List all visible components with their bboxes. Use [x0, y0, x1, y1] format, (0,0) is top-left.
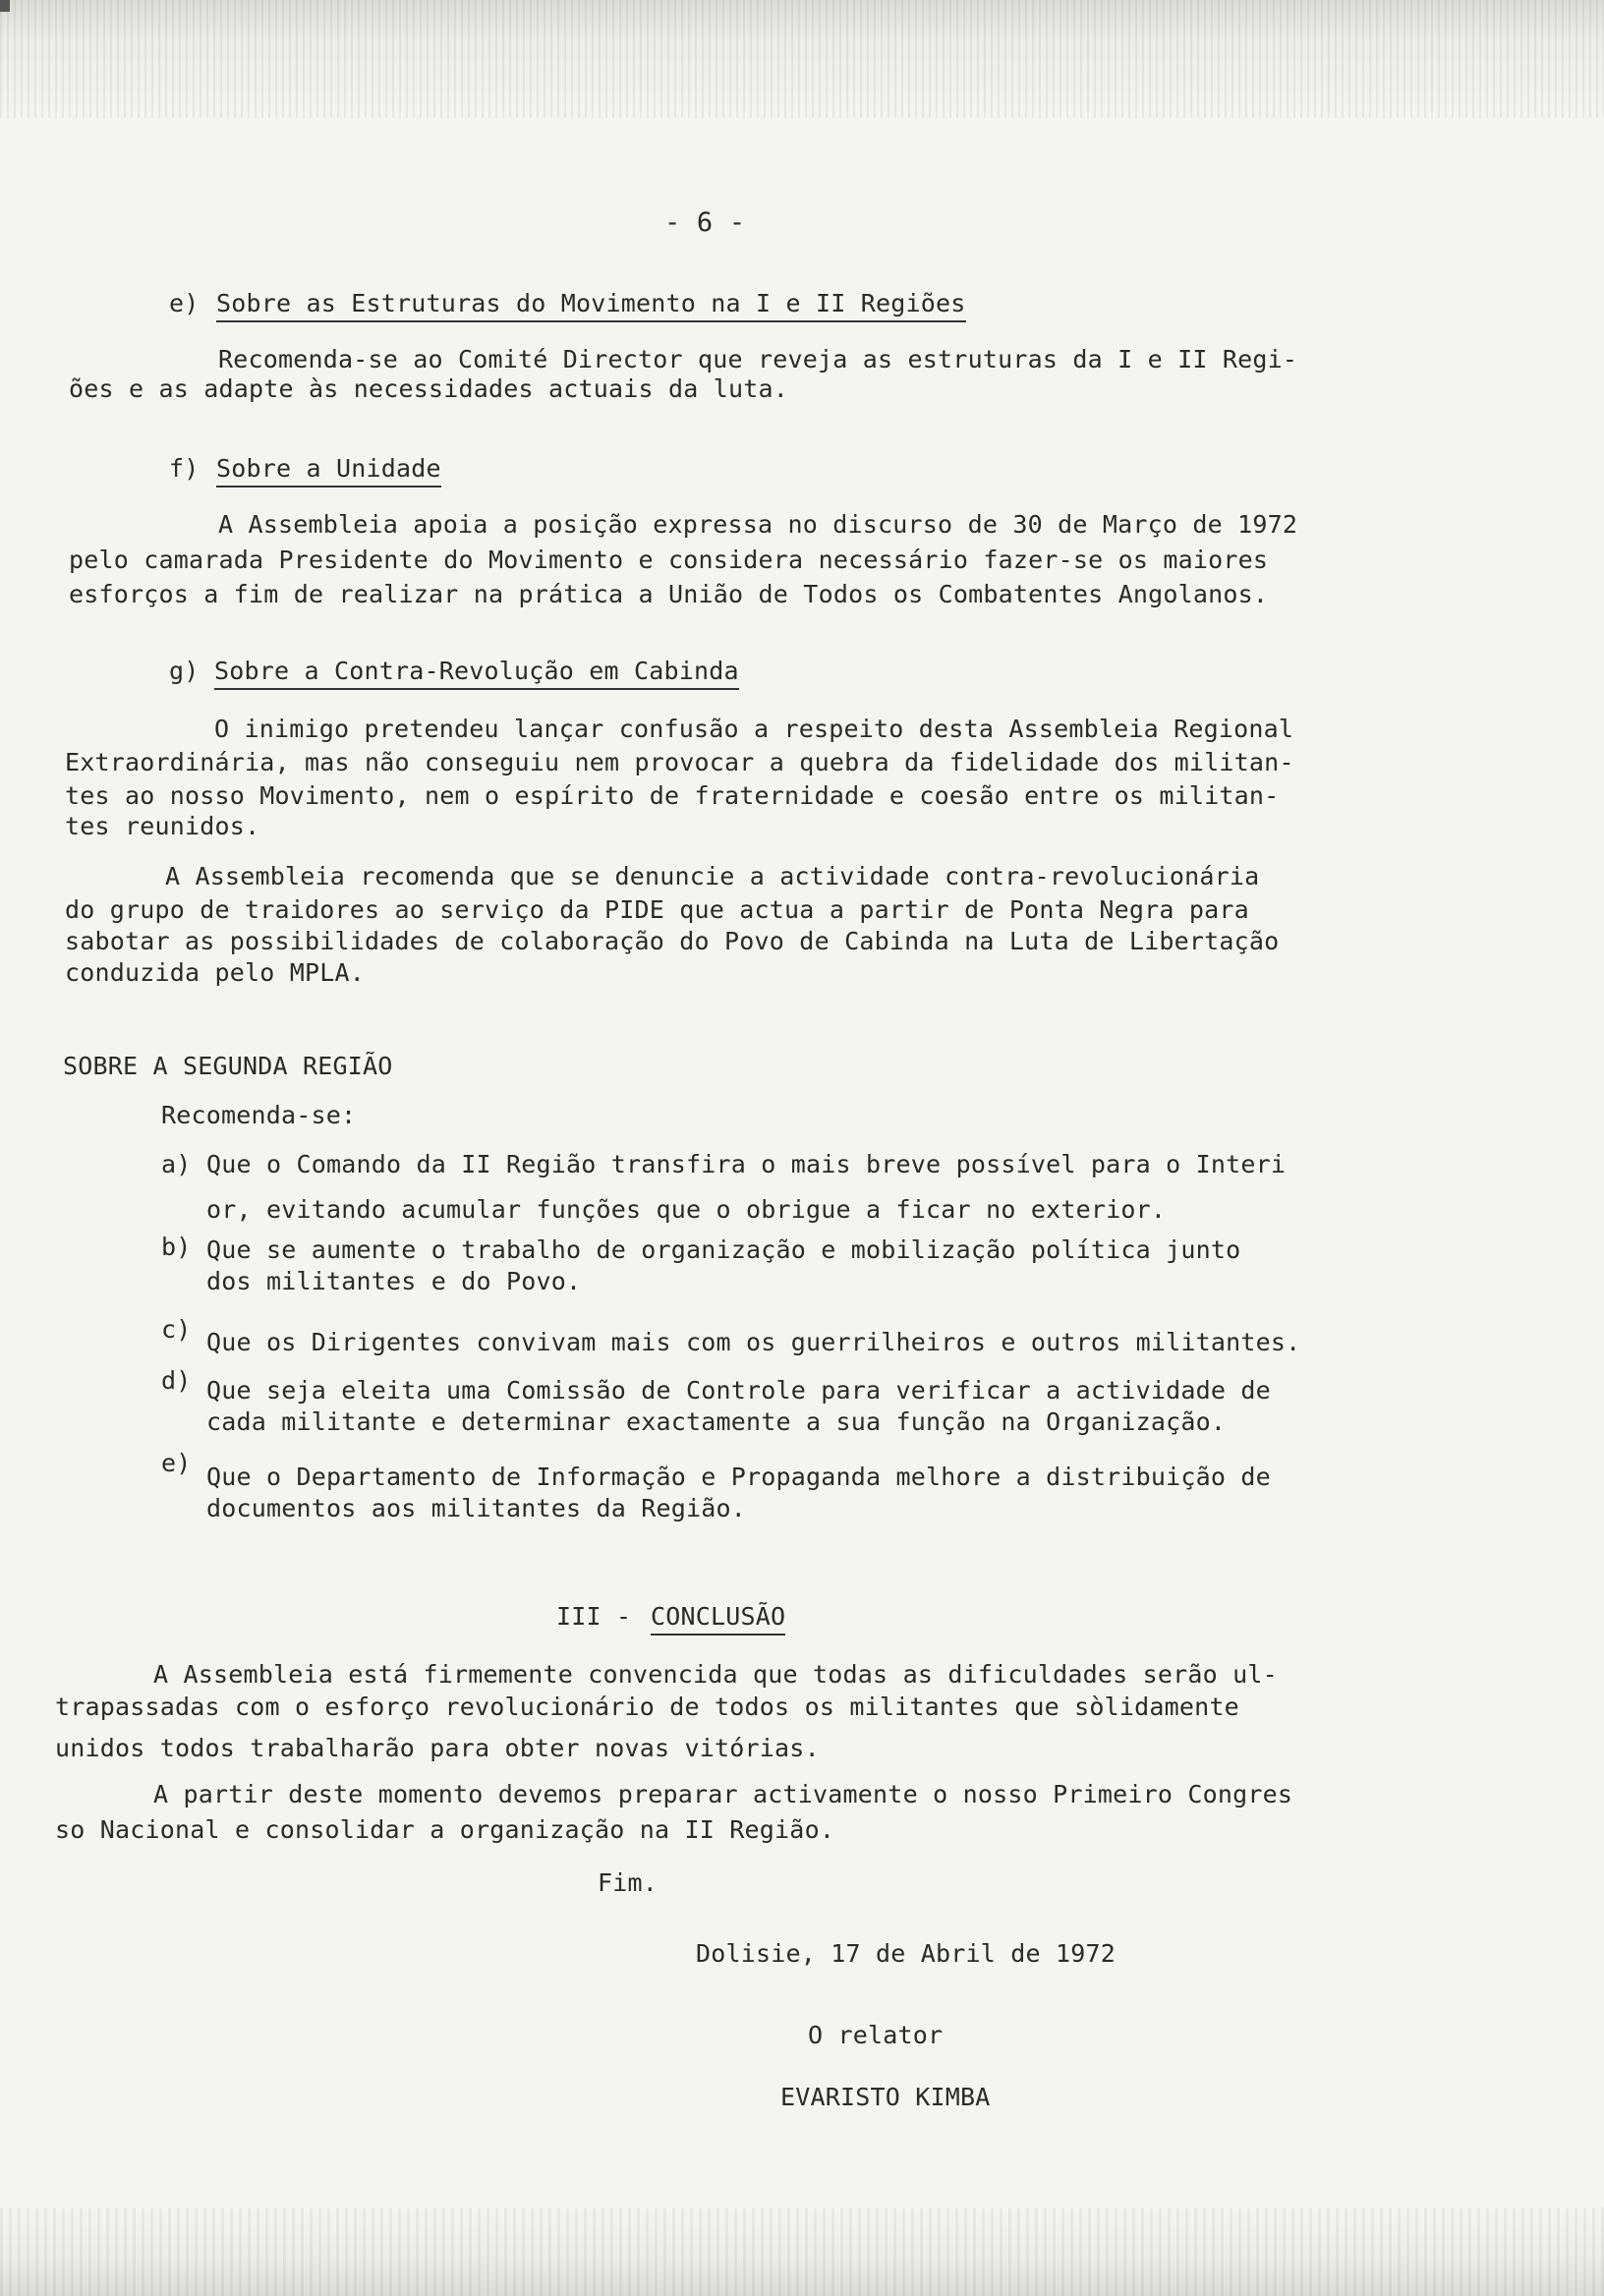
segunda-regiao-heading: SOBRE A SEGUNDA REGIÃO	[63, 1052, 393, 1080]
conclusion-line: trapassadas com o esforço revolucionário de todos os militantes que sòlidamente	[55, 1693, 1239, 1721]
closing-place-date: Dolisie, 17 de Abril de 1972	[696, 1939, 1117, 1968]
section-g-line: tes reunidos.	[65, 812, 260, 840]
section-g-marker: g)	[169, 657, 200, 685]
recommendation-line: Que os Dirigentes convivam mais com os guerrilheiros e outros militantes.	[206, 1328, 1301, 1356]
recommendation-line: or, evitando acumular funções que o obrigue a ficar no exterior.	[206, 1195, 1167, 1224]
scan-noise-top	[0, 0, 1604, 118]
conclusion-heading: CONCLUSÃO	[651, 1602, 785, 1636]
section-f-line: esforços a fim de realizar na prática a União de Todos os Combatentes Angolanos.	[69, 580, 1269, 608]
section-g-line: sabotar as possibilidades de colaboração do Povo de Cabinda na Luta de Libertação	[65, 927, 1280, 955]
recommendation-line: Que o Comando da II Região transfira o mais breve possível para o Interi	[206, 1150, 1287, 1178]
closing-role: O relator	[808, 2021, 944, 2049]
recommendation-marker: e)	[161, 1449, 192, 1477]
scan-edge-mark	[0, 0, 10, 12]
segunda-regiao-intro: Recomenda-se:	[161, 1101, 357, 1129]
recommendation-line: Que o Departamento de Informação e Propaganda melhore a distribuição de	[206, 1463, 1271, 1491]
recommendation-line: documentos aos militantes da Região.	[206, 1494, 747, 1522]
recommendation-line: Que se aumente o trabalho de organização e mobilização política junto	[206, 1235, 1241, 1264]
section-e-line: Recomenda-se ao Comité Director que reveja as estruturas da I e II Regi-	[218, 345, 1298, 373]
recommendation-line: Que seja eleita uma Comissão de Controle para verificar a actividade de	[206, 1376, 1271, 1405]
section-g-line: tes ao nosso Movimento, nem o espírito de fraternidade e coesão entre os militan-	[65, 781, 1280, 810]
section-g-line: A Assembleia recomenda que se denuncie a actividade contra-revolucionária	[165, 862, 1260, 890]
section-f-marker: f)	[169, 454, 200, 483]
conclusion-line: so Nacional e consolidar a organização na II Região.	[55, 1815, 835, 1844]
conclusion-line: A Assembleia está firmemente convencida que todas as dificuldades serão ul-	[153, 1660, 1278, 1689]
section-e-heading: Sobre as Estruturas do Movimento na I e II Regiões	[216, 289, 966, 322]
section-g-line: O inimigo pretendeu lançar confusão a respeito desta Assembleia Regional	[214, 715, 1294, 743]
section-e-marker: e)	[169, 289, 200, 317]
section-g-line: Extraordinária, mas não conseguiu nem provocar a quebra da fidelidade dos militan-	[65, 748, 1294, 776]
recommendation-marker: d)	[161, 1366, 192, 1395]
signatory-name: EVARISTO KIMBA	[780, 2083, 991, 2111]
section-g-line: conduzida pelo MPLA.	[65, 958, 366, 987]
closing-fim: Fim.	[598, 1868, 659, 1897]
section-g-heading: Sobre a Contra-Revolução em Cabinda	[214, 657, 739, 690]
recommendation-line: dos militantes e do Povo.	[206, 1267, 582, 1295]
section-f-heading: Sobre a Unidade	[216, 454, 441, 488]
page-number: - 6 -	[664, 207, 746, 238]
section-f-line: A Assembleia apoia a posição expressa no discurso de 30 de Março de 1972	[218, 510, 1298, 539]
section-e-line: ões e as adapte às necessidades actuais da luta.	[69, 374, 789, 403]
conclusion-numeral: III -	[556, 1602, 632, 1631]
scan-noise-bottom	[0, 2208, 1604, 2296]
recommendation-marker: c)	[161, 1315, 192, 1344]
recommendation-marker: b)	[161, 1233, 192, 1261]
conclusion-line: unidos todos trabalharão para obter novas vitórias.	[55, 1734, 820, 1762]
conclusion-line: A partir deste momento devemos preparar activamente o nosso Primeiro Congres	[153, 1780, 1293, 1808]
recommendation-marker: a)	[161, 1150, 192, 1178]
section-g-line: do grupo de traidores ao serviço da PIDE que actua a partir de Ponta Negra para	[65, 895, 1249, 924]
recommendation-line: cada militante e determinar exactamente a sua função na Organização.	[206, 1407, 1227, 1436]
section-f-line: pelo camarada Presidente do Movimento e considera necessário fazer-se os maiores	[69, 545, 1269, 574]
